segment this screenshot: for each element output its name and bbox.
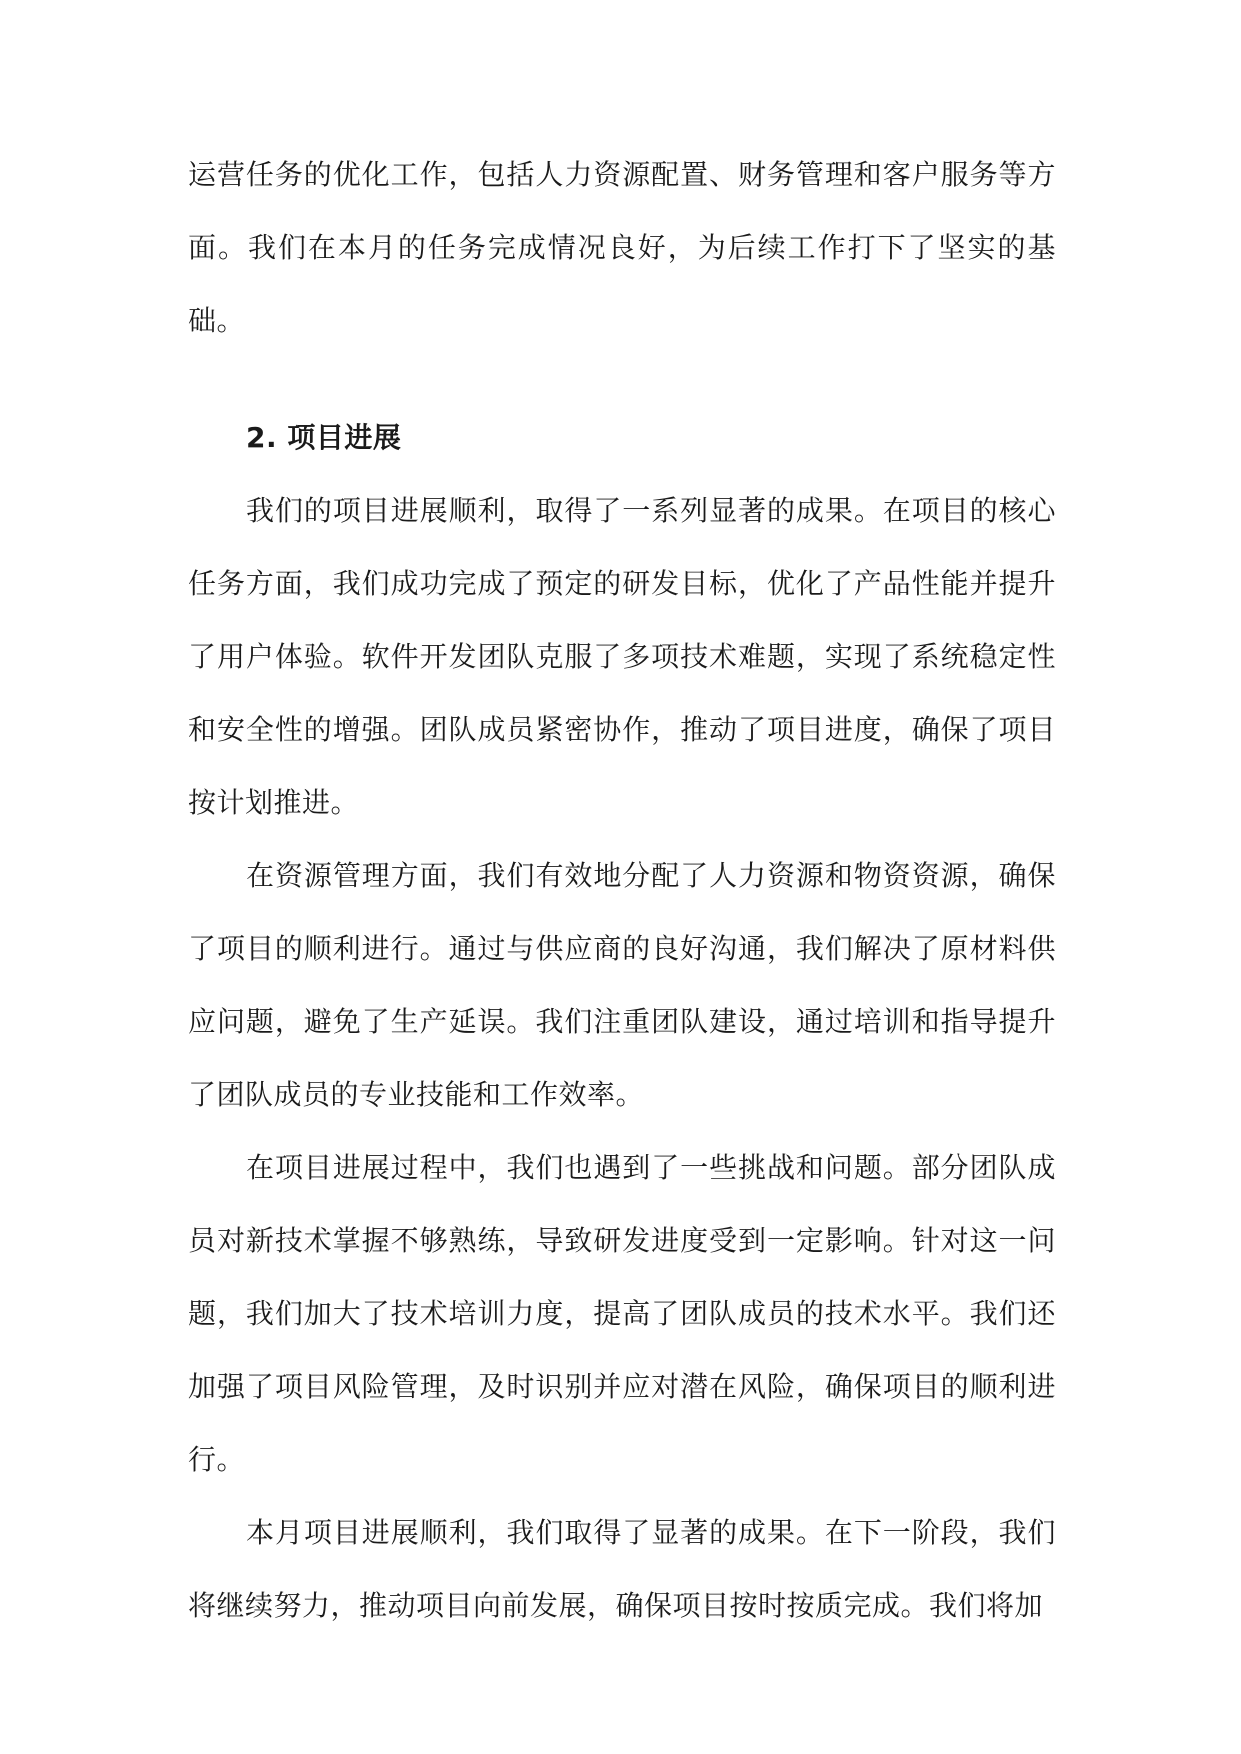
section-heading: 2. 项目进展 (246, 421, 402, 454)
spacer (188, 357, 1056, 401)
paragraph-summary: 本月项目进展顺利，我们取得了显著的成果。在下一阶段，我们将继续努力，推动项目向前发展，确保项目按时按质完成。我们将加 (188, 1516, 1056, 1622)
paragraph-resource-management: 在资源管理方面，我们有效地分配了人力资源和物资资源，确保了项目的顺利进行。通过与供应商的良好沟通，我们解决了原材料供应问题，避免了生产延误。我们注重团队建设，通过培训和指导提升了团队成员的专业技能和工作效率。 (188, 859, 1056, 1111)
opening-paragraph: 运营任务的优化工作，包括人力资源配置、财务管理和客户服务等方面。我们在本月的任务完成情况良好，为后续工作打下了坚实的基础。 (188, 158, 1056, 337)
document-body (188, 138, 1056, 1642)
paragraph-project-results: 我们的项目进展顺利，取得了一系列显著的成果。在项目的核心任务方面，我们成功完成了预定的研发目标，优化了产品性能并提升了用户体验。软件开发团队克服了多项技术难题，实现了系统稳定性和安全性的增强。团队成员紧密协作，推动了项目进度，确保了项目按计划推进。 (188, 494, 1056, 819)
paragraph-challenges: 在项目进展过程中，我们也遇到了一些挑战和问题。部分团队成员对新技术掌握不够熟练，导致研发进度受到一定影响。针对这一问题，我们加大了技术培训力度，提高了团队成员的技术水平。我们还加强了项目风险管理，及时识别并应对潜在风险，确保项目的顺利进行。 (188, 1151, 1056, 1476)
